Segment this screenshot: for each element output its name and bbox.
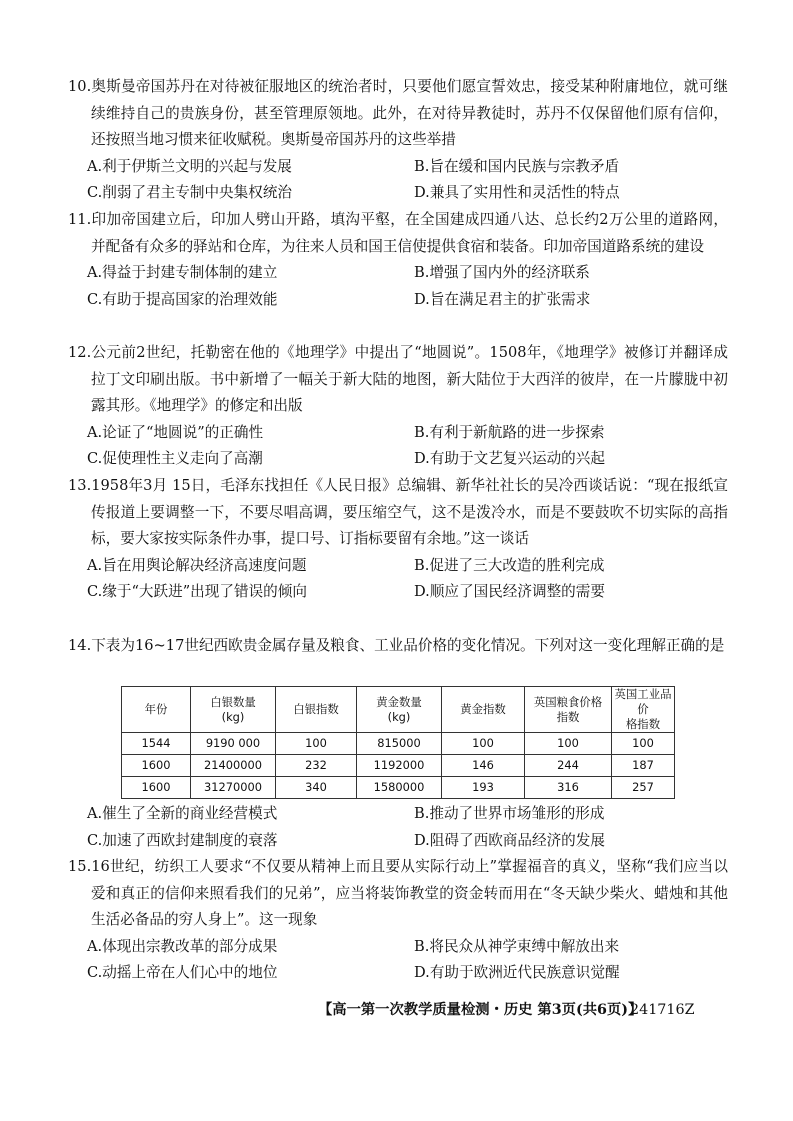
table-cell: 146: [442, 755, 525, 777]
option-a: A.论证了“地圆说”的正确性: [87, 423, 264, 441]
option-d: D.顺应了国民经济调整的需要: [414, 583, 605, 601]
table-cell: 9190 000: [191, 733, 276, 755]
table-row: [122, 755, 675, 777]
options-grid: [68, 934, 728, 987]
table-cell: 193: [442, 777, 525, 799]
table-header-row: [122, 687, 675, 733]
option-a: A.得益于封建专制体制的建立: [87, 264, 278, 282]
options-grid: [68, 260, 728, 313]
option-c: C.加速了西欧封建制度的衰落: [87, 831, 278, 849]
question-stem: 15.16世纪，纺织工人要求“不仅要从精神上而且要从实际行动上”掌握福音的真义，坚称“我们应当以爱和真正的信仰来照看我们的兄弟”，应当将装饰教堂的资金转而用在“冬天缺少柴火、蜡烛和其他生活必备品的穷人身上”。这一现象: [68, 858, 728, 929]
option-d: D.阻碍了西欧商品经济的发展: [414, 831, 605, 849]
question-stem: 11.印加帝国建立后，印加人劈山开路，填沟平壑，在全国建成四通八达、总长约2万公里的道路网，并配备有众多的驿站和仓库，为往来人员和国王信使提供食宿和装备。印加帝国道路系统的建设: [68, 211, 728, 255]
table-cell: 815000: [357, 733, 442, 755]
table-cell: 1580000: [357, 777, 442, 799]
question-stem: 13.1958年3月 15日，毛泽东找担任《人民日报》总编辑、新华社社长的吴冷西谈话说：“现在报纸宣传报道上要调整一下，不要尽唱高调，要压缩空气，这不是泼冷水，而是不要鼓吹不切实际的高指标，要大家按实际条件办事，提口号、订指标要留有余地。”这一谈话: [68, 477, 728, 548]
table-cell: 1192000: [357, 755, 442, 777]
options-grid: [68, 553, 728, 606]
table-cell: 257: [612, 777, 675, 799]
option-d: D.有助于文艺复兴运动的兴起: [414, 450, 605, 468]
question-15: [68, 854, 728, 987]
table-cell: 1600: [122, 777, 191, 799]
table-cell: 31270000: [191, 777, 276, 799]
option-b: B.增强了国内外的经济联系: [414, 264, 590, 282]
header-silver-amount: 白银数量 (kg): [191, 687, 276, 733]
table-row: [122, 777, 675, 799]
table-cell: 100: [276, 733, 357, 755]
header-year: 年份: [122, 687, 191, 733]
header-gold-index: 黄金指数: [442, 687, 525, 733]
option-c: C.削弱了君主专制中央集权统治: [87, 184, 293, 202]
option-b: B.将民众从神学束缚中解放出来: [414, 937, 620, 955]
options-grid: [68, 801, 728, 854]
option-d: D.有助于欧洲近代民族意识觉醒: [414, 964, 620, 982]
header-gold-amount: 黄金数量 (kg): [357, 687, 442, 733]
header-silver-index: 白银指数: [276, 687, 357, 733]
question-12: [68, 340, 728, 473]
question-14-options: [68, 801, 728, 854]
table-cell: 1544: [122, 733, 191, 755]
option-a: A.催生了全新的商业经营模式: [87, 805, 278, 822]
precious-metals-price-table: [121, 686, 675, 799]
question-stem: 14.下表为16~17世纪西欧贵金属存量及粮食、工业品价格的变化情况。下列对这一变化理解正确的是: [68, 637, 725, 654]
question-14: [68, 633, 728, 660]
option-c: C.有助于提高国家的治理效能: [87, 290, 278, 308]
table-cell: 1600: [122, 755, 191, 777]
table-cell: 316: [525, 777, 612, 799]
table-cell: 232: [276, 755, 357, 777]
question-stem: 10.奥斯曼帝国苏丹在对待被征服地区的统治者时，只要他们愿宣誓效忠，接受某种附庸地位，就可继续维持自己的贵族身份，甚至管理原领地。此外，在对待异教徒时，苏丹不仅保留他们原有信仰，还按照当地习惯来征收赋税。奥斯曼帝国苏丹的这些举措: [68, 78, 728, 149]
options-grid: [68, 154, 728, 207]
option-b: B.有利于新航路的进一步探索: [414, 423, 605, 441]
question-stem: 12.公元前2世纪，托勒密在他的《地理学》中提出了“地圆说”。1508年，《地理学》被修订并翻译成拉丁文印刷出版。书中新增了一幅关于新大陆的地图，新大陆位于大西洋的彼岸，在一片朦胧中初露其形。《地理学》的修定和出版: [68, 344, 728, 415]
option-a: A.旨在用舆论解决经济高速度问题: [87, 556, 307, 574]
footer-label: 【高一第一次教学质量检测・历史 第3页(共6页)】: [318, 1002, 643, 1018]
options-grid: [68, 420, 728, 473]
option-d: D.兼具了实用性和灵活性的特点: [414, 184, 620, 202]
option-a: A.利于伊斯兰文明的兴起与发展: [87, 157, 292, 175]
footer-code: 241716Z: [630, 1002, 695, 1018]
option-b: B.促进了三大改造的胜利完成: [414, 556, 605, 574]
question-10: [68, 74, 728, 207]
option-c: C.缘于“大跃进”出现了错误的倾向: [87, 583, 307, 601]
table-cell: 244: [525, 755, 612, 777]
table-cell: 21400000: [191, 755, 276, 777]
option-b: B.旨在缓和国内民族与宗教矛盾: [414, 157, 620, 175]
table-cell: 187: [612, 755, 675, 777]
option-d: D.旨在满足君主的扩张需求: [414, 290, 591, 308]
header-industrial-price-index: 英国工业品价 格指数: [612, 687, 675, 733]
table-cell: 100: [442, 733, 525, 755]
option-b: B.推动了世界市场雏形的形成: [414, 805, 605, 822]
table-cell: 100: [525, 733, 612, 755]
header-grain-price-index: 英国粮食价格 指数: [525, 687, 612, 733]
table-cell: 340: [276, 777, 357, 799]
table-cell: 100: [612, 733, 675, 755]
option-c: C.动摇上帝在人们心中的地位: [87, 964, 278, 982]
table-row: [122, 733, 675, 755]
question-13: [68, 473, 728, 606]
option-c: C.促使理性主义走向了高潮: [87, 450, 263, 468]
option-a: A.体现出宗教改革的部分成果: [87, 937, 278, 955]
question-11: [68, 207, 728, 313]
